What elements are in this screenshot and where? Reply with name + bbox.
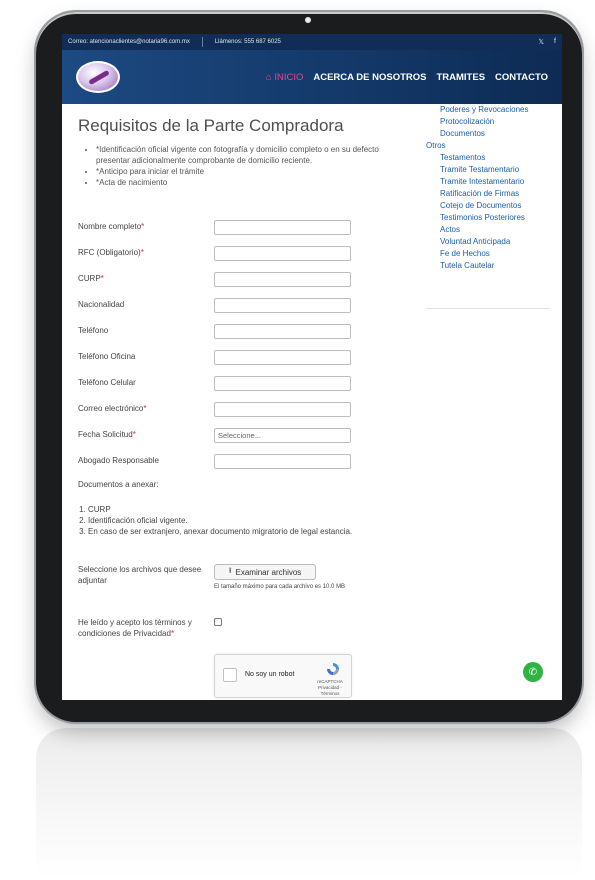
field-label-text: CURP bbox=[78, 274, 101, 283]
browse-files-label: Examinar archivos bbox=[235, 567, 302, 577]
upload-icon: ⭱ bbox=[228, 566, 232, 575]
home-icon: ⌂ bbox=[265, 71, 275, 83]
field-label bbox=[78, 378, 136, 387]
recaptcha-brand-name: reCAPTCHA bbox=[317, 679, 343, 684]
field-label bbox=[78, 222, 144, 231]
sidebar-divider bbox=[426, 308, 550, 309]
sidebar-item[interactable]: Cotejo de Documentos bbox=[440, 201, 522, 210]
requirement-item: • *Identificación oficial vigente con fotografía y domicilio completo o en su defecto presentar adicionalmente comprobante de domicilio reciente. bbox=[96, 144, 394, 166]
docs-list bbox=[88, 504, 352, 537]
form-input[interactable] bbox=[214, 246, 351, 261]
sidebar-item[interactable]: Ratificación de Firmas bbox=[440, 189, 520, 198]
nav-item-contacto[interactable]: CONTACTO bbox=[495, 71, 548, 83]
whatsapp-icon[interactable]: ✆ bbox=[523, 662, 543, 682]
required-marker: * bbox=[141, 222, 145, 231]
twitter-icon[interactable]: 𝕏 bbox=[538, 39, 545, 46]
topbar-email[interactable]: Correo: atencionaclientes@notaria96.com.mx bbox=[68, 39, 190, 45]
field-label bbox=[78, 326, 108, 335]
form-input[interactable] bbox=[214, 402, 351, 417]
sidebar-item[interactable]: Testimonios Posteriores bbox=[440, 213, 525, 222]
field-label bbox=[78, 352, 135, 361]
site-logo[interactable] bbox=[76, 61, 120, 93]
main-nav bbox=[266, 72, 548, 83]
sidebar-item[interactable]: Tutela Cautelar bbox=[440, 261, 495, 270]
attach-note: El tamaño máximo para cada archivo es 10.0 MB bbox=[214, 584, 346, 590]
sidebar-item[interactable]: Otros bbox=[426, 141, 446, 150]
sidebar-item[interactable]: Tramite Testamentario bbox=[440, 165, 520, 174]
field-label bbox=[78, 404, 147, 413]
sidebar-item[interactable]: Poderes y Revocaciones bbox=[440, 105, 529, 114]
browse-files-button[interactable] bbox=[214, 564, 316, 580]
required-marker: * bbox=[170, 629, 175, 638]
field-label-text: Nombre completo bbox=[78, 222, 142, 231]
nav-item-label: INICIO bbox=[274, 71, 304, 83]
form-input[interactable] bbox=[214, 376, 351, 391]
form-input[interactable] bbox=[214, 298, 351, 313]
field-label-text: Fecha Solicitud bbox=[78, 430, 133, 439]
sidebar-item[interactable]: Protocolización bbox=[440, 117, 495, 126]
recaptcha-brand bbox=[313, 679, 347, 697]
field-label-text: Teléfono Celular bbox=[78, 378, 136, 387]
sidebar-item[interactable]: Actos bbox=[440, 225, 461, 234]
sidebar-item[interactable]: Tramite Intestamentario bbox=[440, 177, 525, 186]
recaptcha-label: No soy un robot bbox=[245, 671, 295, 678]
recaptcha-checkbox[interactable] bbox=[223, 668, 237, 682]
field-label bbox=[78, 248, 144, 257]
requirement-item: • *Acta de nacimiento bbox=[96, 177, 394, 188]
sidebar-item[interactable]: Testamentos bbox=[440, 153, 486, 162]
form-input[interactable] bbox=[214, 324, 351, 339]
nav-item-acerca-de-nosotros[interactable]: ACERCA DE NOSOTROS bbox=[313, 71, 427, 83]
nav-item-tramites[interactable]: TRAMITES bbox=[436, 71, 486, 83]
attach-label: Seleccione los archivos que desee adjuntar bbox=[78, 565, 202, 585]
field-label-text: Correo electrónico bbox=[78, 404, 144, 413]
field-label-text: Abogado Responsable bbox=[78, 456, 159, 465]
topbar-phone[interactable]: Llámenos: 555 687 6025 bbox=[214, 39, 281, 45]
form-input[interactable] bbox=[214, 454, 351, 469]
sidebar-item[interactable]: Documentos bbox=[440, 129, 485, 138]
page-title: Requisitos de la Parte Compradora bbox=[78, 116, 344, 135]
recaptcha-icon bbox=[325, 661, 341, 677]
docs-title: Documentos a anexar: bbox=[78, 480, 159, 489]
field-label-text: RFC (Obligatorio) bbox=[78, 248, 141, 257]
nav-item-inicio[interactable] bbox=[266, 72, 303, 83]
requirements-list bbox=[84, 144, 394, 188]
doc-item: 3. En caso de ser extranjero, anexar documento migratorio de legal estancia. bbox=[88, 526, 352, 537]
field-label bbox=[78, 274, 104, 283]
required-marker: * bbox=[100, 274, 104, 283]
form-input[interactable] bbox=[214, 272, 351, 287]
facebook-icon[interactable]: f bbox=[554, 38, 556, 45]
field-label-text: Teléfono Oficina bbox=[78, 352, 136, 361]
field-label bbox=[78, 300, 124, 309]
doc-item: 2. Identificación oficial vigente. bbox=[88, 515, 352, 526]
form-input[interactable] bbox=[214, 220, 351, 235]
field-label-text: Nacionalidad bbox=[78, 300, 125, 309]
social-links bbox=[538, 38, 556, 46]
topbar bbox=[62, 34, 562, 50]
doc-item: 1. CURP bbox=[88, 504, 352, 515]
recaptcha-widget bbox=[214, 654, 352, 698]
field-label bbox=[78, 430, 136, 439]
required-marker: * bbox=[132, 430, 136, 439]
field-label-text: Teléfono bbox=[78, 326, 109, 335]
form-input[interactable] bbox=[214, 350, 351, 365]
recaptcha-links[interactable]: Privacidad - Términos bbox=[318, 685, 342, 696]
terms-label bbox=[78, 617, 218, 639]
form-input[interactable]: Seleccione... bbox=[214, 428, 351, 443]
sidebar-menu bbox=[426, 104, 550, 272]
camera-dot bbox=[305, 17, 311, 23]
device-reflection bbox=[36, 728, 582, 878]
topbar-divider bbox=[202, 37, 203, 47]
terms-text: He leído y acepto los términos y condiciones de Privacidad bbox=[78, 618, 192, 638]
sidebar-item[interactable]: Voluntad Anticipada bbox=[440, 237, 511, 246]
browser-screen bbox=[62, 34, 562, 700]
site-header bbox=[62, 50, 562, 104]
required-marker: * bbox=[143, 404, 147, 413]
field-label bbox=[78, 456, 159, 465]
terms-checkbox[interactable] bbox=[214, 618, 222, 626]
required-marker: * bbox=[140, 248, 144, 257]
sidebar-item[interactable]: Fe de Hechos bbox=[440, 249, 490, 258]
requirement-item: • *Anticipo para iniciar el trámite bbox=[96, 166, 394, 177]
